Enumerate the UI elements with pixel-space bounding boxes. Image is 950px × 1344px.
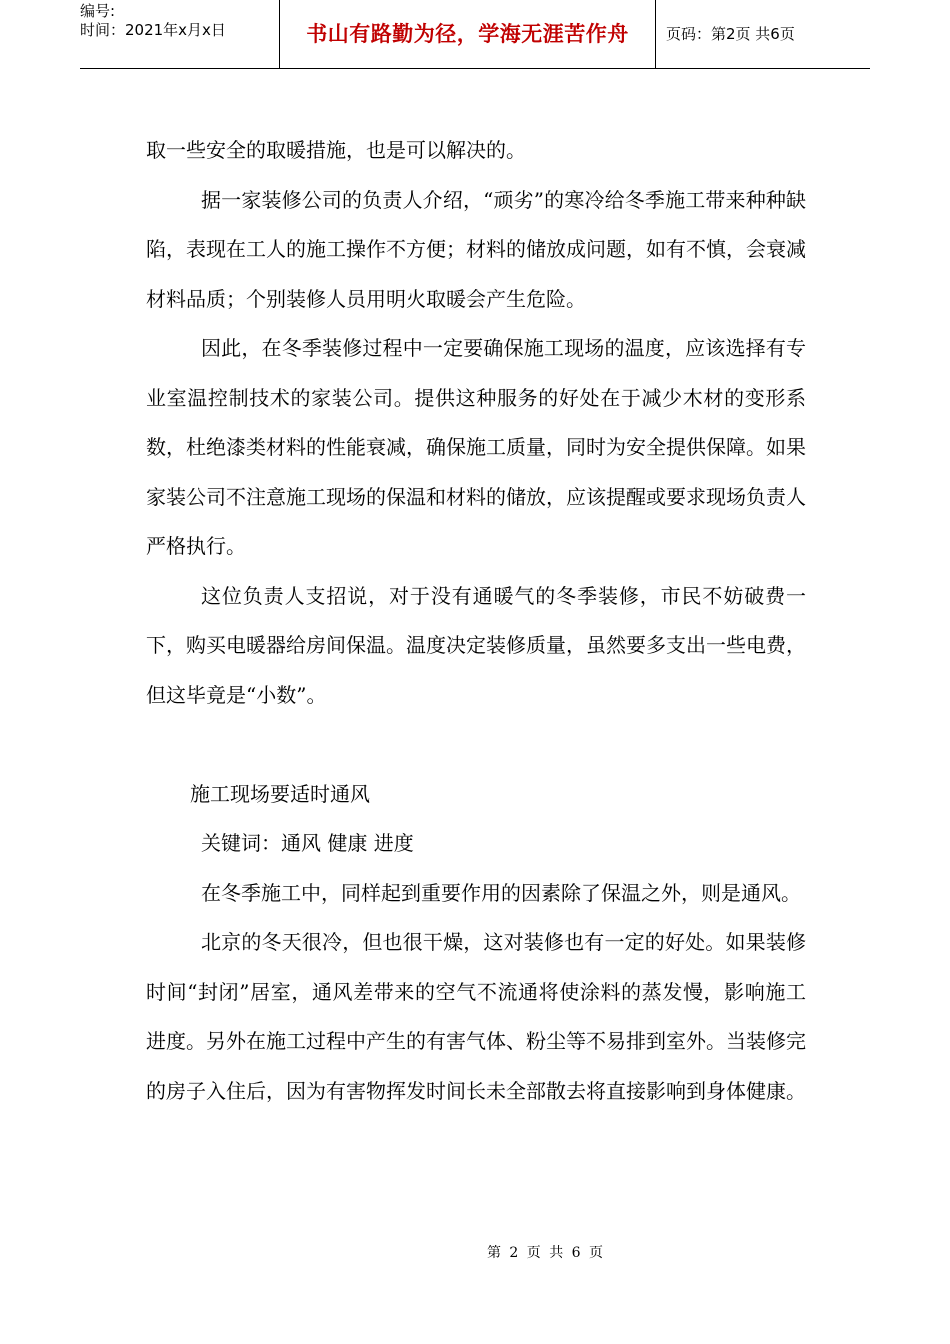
section-heading: 施工现场要适时通风 bbox=[190, 781, 370, 806]
paragraph: 北京的冬天很冷，但也很干燥，这对装修也有一定的好处。如果装修时间“封闭”居室，通风差带来的空气不流通将使涂料的蒸发慢，影响施工进度。另外在施工过程中产生的有害气体、粉尘等不易排到室外。当装修完的房子入住后，因为有害物挥发时间长未全部散去将直接影响到身体健康。 bbox=[146, 930, 806, 1103]
page-header bbox=[80, 0, 870, 69]
number-label: 编号: bbox=[80, 2, 116, 20]
paragraph: 这位负责人支招说，对于没有通暖气的冬季装修，市民不妨破费一下，购买电暖器给房间保温。温度决定装修质量，虽然要多支出一些电费，但这毕竟是“小数”。 bbox=[146, 583, 806, 707]
paragraph: 在冬季施工中，同样起到重要作用的因素除了保温之外，则是通风。 bbox=[201, 880, 801, 905]
paragraph: 因此，在冬季装修过程中一定要确保施工现场的温度，应该选择有专业室温控制技术的家装公司。提供这种服务的好处在于减少木材的变形系数，杜绝漆类材料的性能衰减，确保施工质量，同时为安全提供保障。如果家装公司不注意施工现场的保温和材料的储放，应该提醒或要求现场负责人严格执行。 bbox=[146, 336, 806, 558]
header-meta bbox=[80, 0, 280, 68]
paragraph: 取一些安全的取暖措施，也是可以解决的。 bbox=[146, 138, 526, 162]
paragraph: 据一家装修公司的负责人介绍，“顽劣”的寒冷给冬季施工带来种种缺陷，表现在工人的施工操作不方便；材料的储放成问题，如有不慎，会衰减材料品质；个别装修人员用明火取暖会产生危险。 bbox=[146, 187, 806, 311]
time-label: 时间：2021年x月x日 bbox=[80, 21, 226, 39]
header-motto: 书山有路勤为径，学海无涯苦作舟 bbox=[280, 0, 656, 68]
header-page-info: 页码：第2页 共6页 bbox=[666, 25, 795, 43]
keywords-line: 关键词：通风 健康 进度 bbox=[201, 831, 414, 855]
page-footer: 第 2 页 共 6 页 bbox=[486, 1245, 606, 1261]
blank-line bbox=[146, 720, 806, 770]
document-body bbox=[146, 126, 806, 1116]
